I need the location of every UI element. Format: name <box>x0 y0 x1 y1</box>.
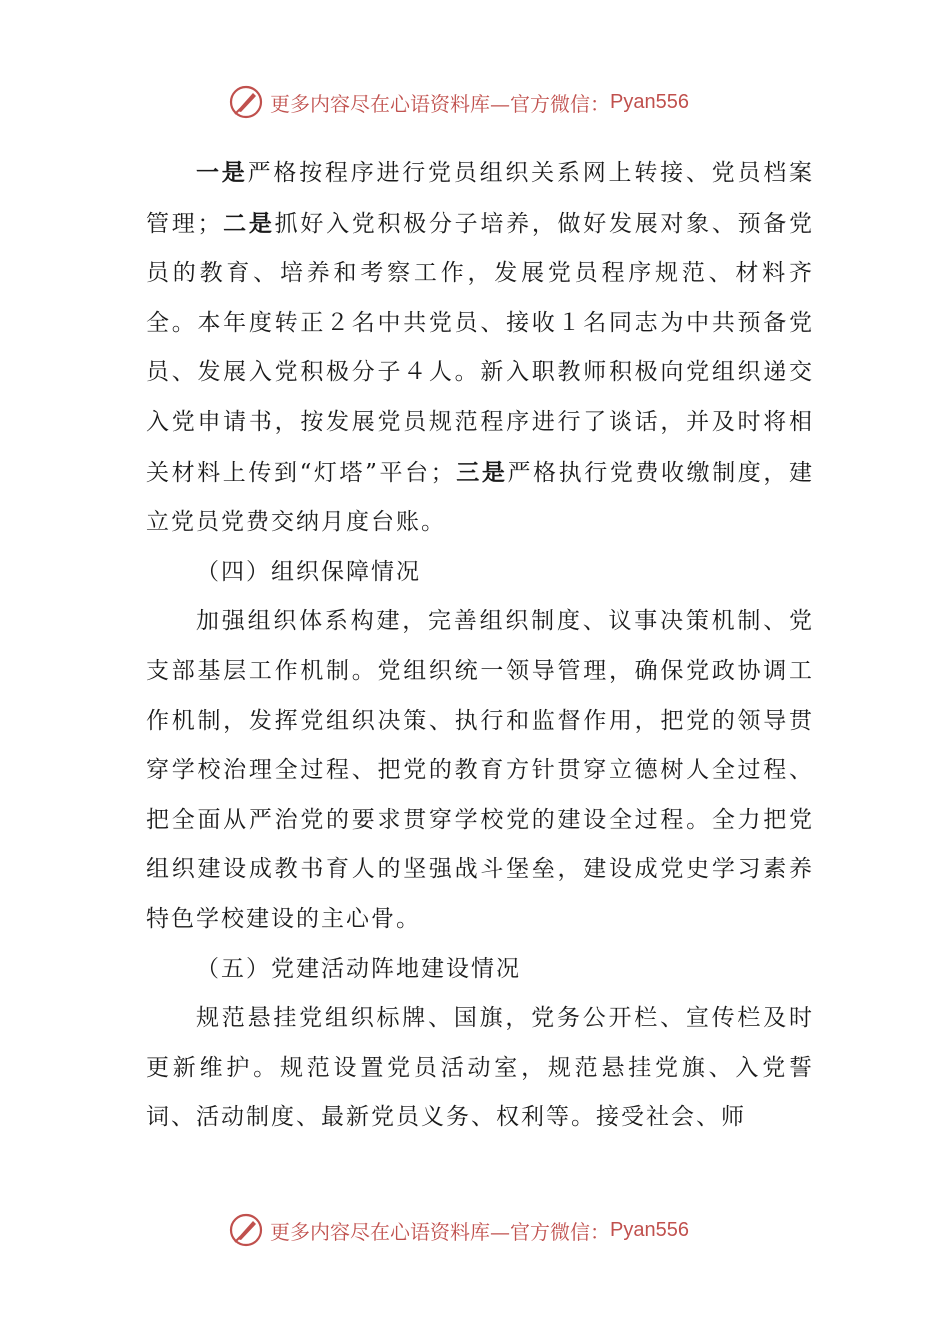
intro-text-2: 抓好入党积极分子培养，做好发展对象、预备党员的教育、培养和考察工作，发展党员程序规范、材料齐全。本年度转正２名中共党员、接收１名同志为中共预备党员、发展入党积极分子４人。新入职教师积极向党组织递交入党申请书，按发展党员规范程序进行了谈话，并及时将相关材料上传到“灯塔”平台； <box>146 210 815 486</box>
footer-watermark <box>228 1210 748 1250</box>
watermark-text: 更多内容尽在心语资料库—官方微信： <box>270 1219 610 1244</box>
document-body <box>146 148 814 1143</box>
wechat-handle: Pyan556 <box>610 1218 689 1241</box>
quill-pen-logo-icon <box>228 84 264 120</box>
intro-paragraph <box>146 148 814 548</box>
keyword-second: 二是 <box>222 209 275 237</box>
keyword-first: 一是 <box>196 159 248 186</box>
quill-pen-logo-icon <box>228 1212 264 1248</box>
wechat-handle: Pyan556 <box>610 90 689 113</box>
header-watermark <box>228 82 748 122</box>
intro-text-3: 严格执行党费收缴制度，建立党员党费交纳月度台账。 <box>146 459 814 536</box>
watermark-text: 更多内容尽在心语资料库—官方微信： <box>270 91 610 116</box>
keyword-third: 三是 <box>455 458 508 486</box>
section-heading-5: （五）党建活动阵地建设情况 <box>196 955 521 982</box>
intro-text-1: 严格按程序进行党员组织关系网上转接、党员档案管理； <box>146 160 815 237</box>
section-body-5: 规范悬挂党组织标牌、国旗，党务公开栏、宣传栏及时更新维护。规范设置党员活动室，规范悬挂党旗、入党誓词、活动制度、最新党员义务、权利等。接受社会、师 <box>146 1005 814 1131</box>
section-body-4: 加强组织体系构建，完善组织制度、议事决策机制、党支部基层工作机制。党组织统一领导管理，确保党政协调工作机制，发挥党组织决策、执行和监督作用，把党的领导贯穿学校治理全过程、把党的教育方针贯穿立德树人全过程、把全面从严治党的要求贯穿学校党的建设全过程。全力把党组织建设成教书育人的坚强战斗堡垒，建设成党史学习素养特色学校建设的主心骨。 <box>146 608 814 932</box>
section-heading-4: （四）组织保障情况 <box>196 558 421 585</box>
